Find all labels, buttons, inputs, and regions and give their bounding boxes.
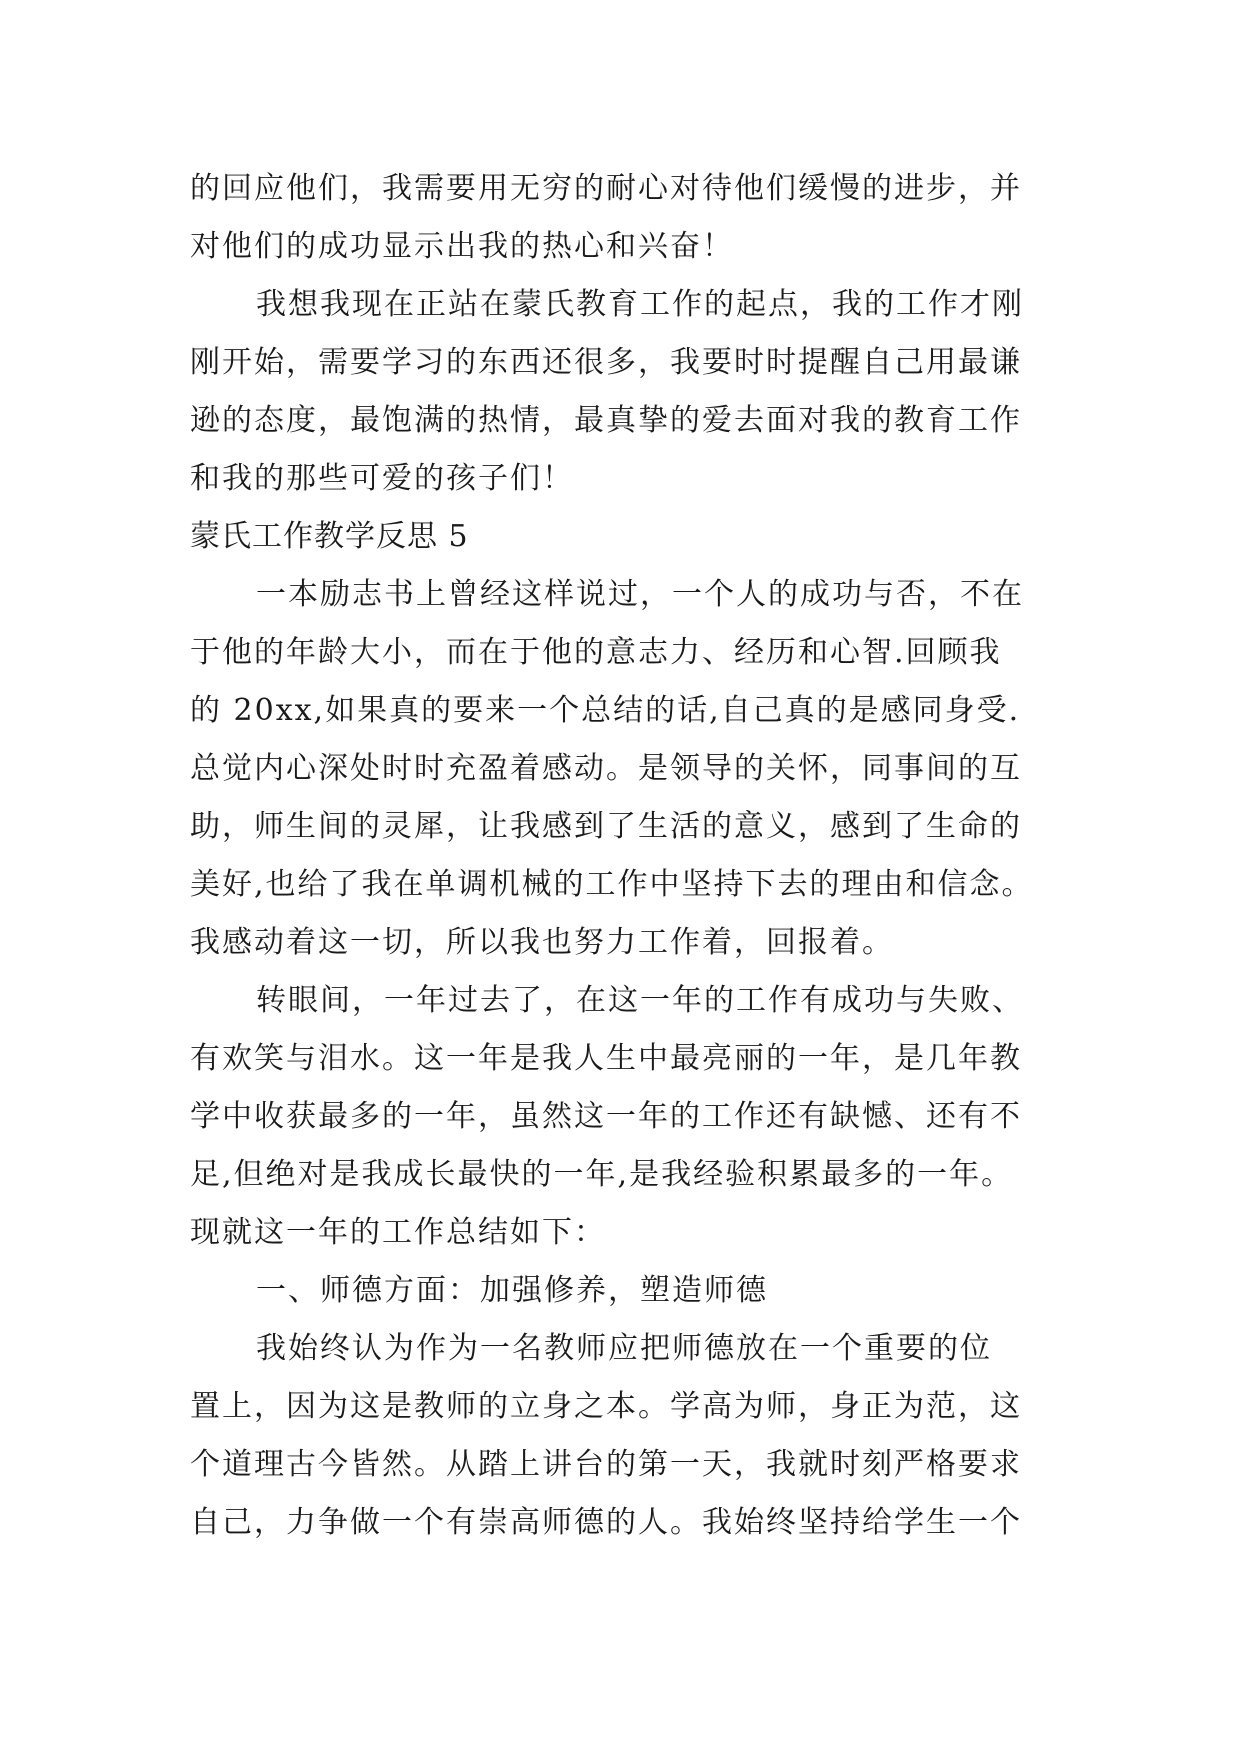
paragraph-start-line: 我想我现在正站在蒙氏教育工作的起点，我的工作才刚 [256,287,1024,322]
text-line: 助，师生间的灵犀，让我感到了生活的意义，感到了生命的 [190,809,1022,844]
text-line: 美好,也给了我在单调机械的工作中坚持下去的理由和信念。 [190,867,1034,902]
text-line: 我感动着这一切，所以我也努力工作着，回报着。 [190,925,894,960]
text-line: 个道理古今皆然。从踏上讲台的第一天，我就时刻严格要求 [190,1447,1022,1482]
text-line: 于他的年龄大小，而在于他的意志力、经历和心智.回顾我 [190,635,1002,670]
text-line: 的 20xx,如果真的要来一个总结的话,自己真的是感同身受. [190,693,1021,728]
paragraph-start-line: 转眼间，一年过去了，在这一年的工作有成功与失败、 [256,983,1024,1018]
text-line: 和我的那些可爱的孩子们！ [190,461,574,496]
section-heading: 蒙氏工作教学反思 5 [190,519,469,554]
text-line: 总觉内心深处时时充盈着感动。是领导的关怀，同事间的互 [190,751,1022,786]
text-line: 对他们的成功显示出我的热心和兴奋！ [190,229,734,264]
text-line: 自己，力争做一个有崇高师德的人。我始终坚持给学生一个 [190,1505,1022,1540]
text-line: 置上，因为这是教师的立身之本。学高为师，身正为范，这 [190,1389,1022,1424]
text-line: 足,但绝对是我成长最快的一年,是我经验积累最多的一年。 [190,1157,1014,1192]
text-line: 有欢笑与泪水。这一年是我人生中最亮丽的一年，是几年教 [190,1041,1022,1076]
paragraph-start-line: 我始终认为作为一名教师应把师德放在一个重要的位 [256,1331,992,1366]
subsection-heading: 一、师德方面：加强修养，塑造师德 [256,1273,768,1308]
text-line: 刚开始，需要学习的东西还很多，我要时时提醒自己用最谦 [190,345,1022,380]
paragraph-start-line: 一本励志书上曾经这样说过，一个人的成功与否，不在 [256,577,1024,612]
document-page [190,160,1050,1552]
text-line: 现就这一年的工作总结如下： [190,1215,606,1250]
text-line: 的回应他们，我需要用无穷的耐心对待他们缓慢的进步，并 [190,171,1022,206]
text-line: 学中收获最多的一年，虽然这一年的工作还有缺憾、还有不 [190,1099,1022,1134]
text-line: 逊的态度，最饱满的热情，最真挚的爱去面对我的教育工作 [190,403,1022,438]
